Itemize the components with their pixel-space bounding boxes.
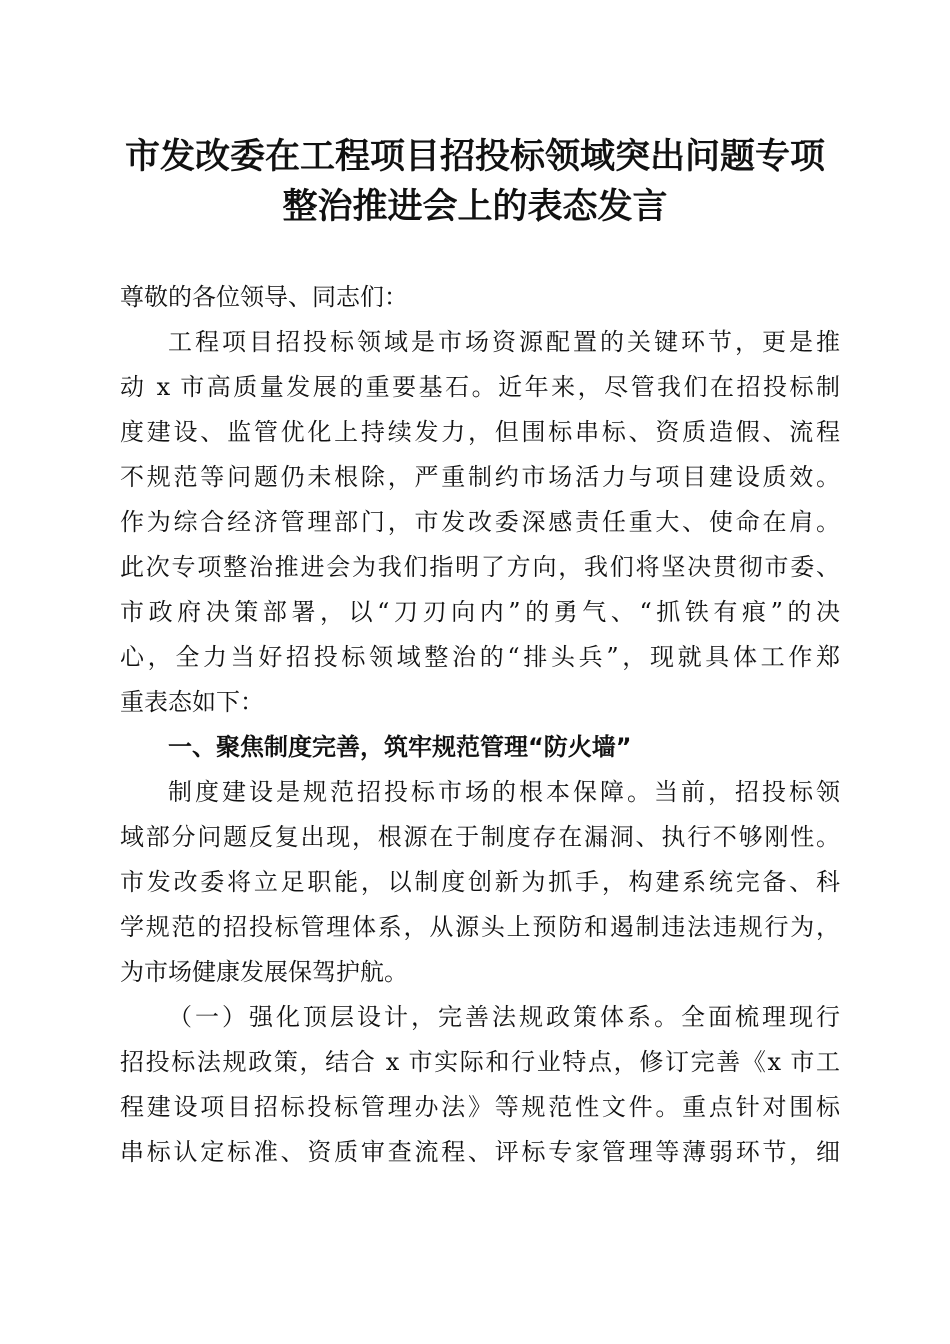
paragraph-line: 制度建设是规范招投标市场的根本保障。当前，招投标领	[168, 778, 840, 806]
paragraph-line: 不规范等问题仍未根除，严重制约市场活力与项目建设质效。	[120, 463, 840, 491]
greeting: 尊敬的各位领导、同志们：	[120, 283, 408, 311]
document-title-line-2: 整治推进会上的表态发言	[282, 186, 668, 227]
paragraph-line: 重表态如下：	[120, 688, 264, 716]
document-title-line-1: 市发改委在工程项目招投标领域突出问题专项	[124, 136, 825, 177]
paragraph-line: 工程项目招投标领域是市场资源配置的关键环节，更是推	[168, 328, 840, 356]
paragraph-line: 学规范的招投标管理体系，从源头上预防和遏制违法违规行为，	[120, 913, 840, 941]
paragraph-line: 域部分问题反复出现，根源在于制度存在漏洞、执行不够刚性。	[120, 823, 840, 851]
section-heading: 一、聚焦制度完善，筑牢规范管理“防火墙”	[168, 733, 632, 761]
paragraph-line: 为市场健康发展保驾护航。	[120, 958, 408, 986]
paragraph-line: 动 x 市高质量发展的重要基石。近年来，尽管我们在招投标制	[120, 373, 840, 401]
paragraph-line: 此次专项整治推进会为我们指明了方向，我们将坚决贯彻市委、	[120, 553, 840, 581]
paragraph-line: 市政府决策部署，以“刀刃向内”的勇气、“抓铁有痕”的决	[120, 598, 840, 626]
document-body	[120, 275, 840, 1175]
paragraph-line: 程建设项目招标投标管理办法》等规范性文件。重点针对围标	[120, 1093, 840, 1121]
paragraph-line: 作为综合经济管理部门，市发改委深感责任重大、使命在肩。	[120, 508, 840, 536]
paragraph-line: 串标认定标准、资质审查流程、评标专家管理等薄弱环节，细	[120, 1138, 840, 1166]
paragraph-line: 市发改委将立足职能，以制度创新为抓手，构建系统完备、科	[120, 868, 840, 896]
paragraph-line: 心，全力当好招投标领域整治的“排头兵”，现就具体工作郑	[120, 643, 840, 671]
paragraph-line: 度建设、监管优化上持续发力，但围标串标、资质造假、流程	[120, 418, 840, 446]
paragraph-line: （一）强化顶层设计，完善法规政策体系。全面梳理现行	[168, 1003, 840, 1031]
paragraph-line: 招投标法规政策，结合 x 市实际和行业特点，修订完善《x 市工	[120, 1048, 840, 1076]
